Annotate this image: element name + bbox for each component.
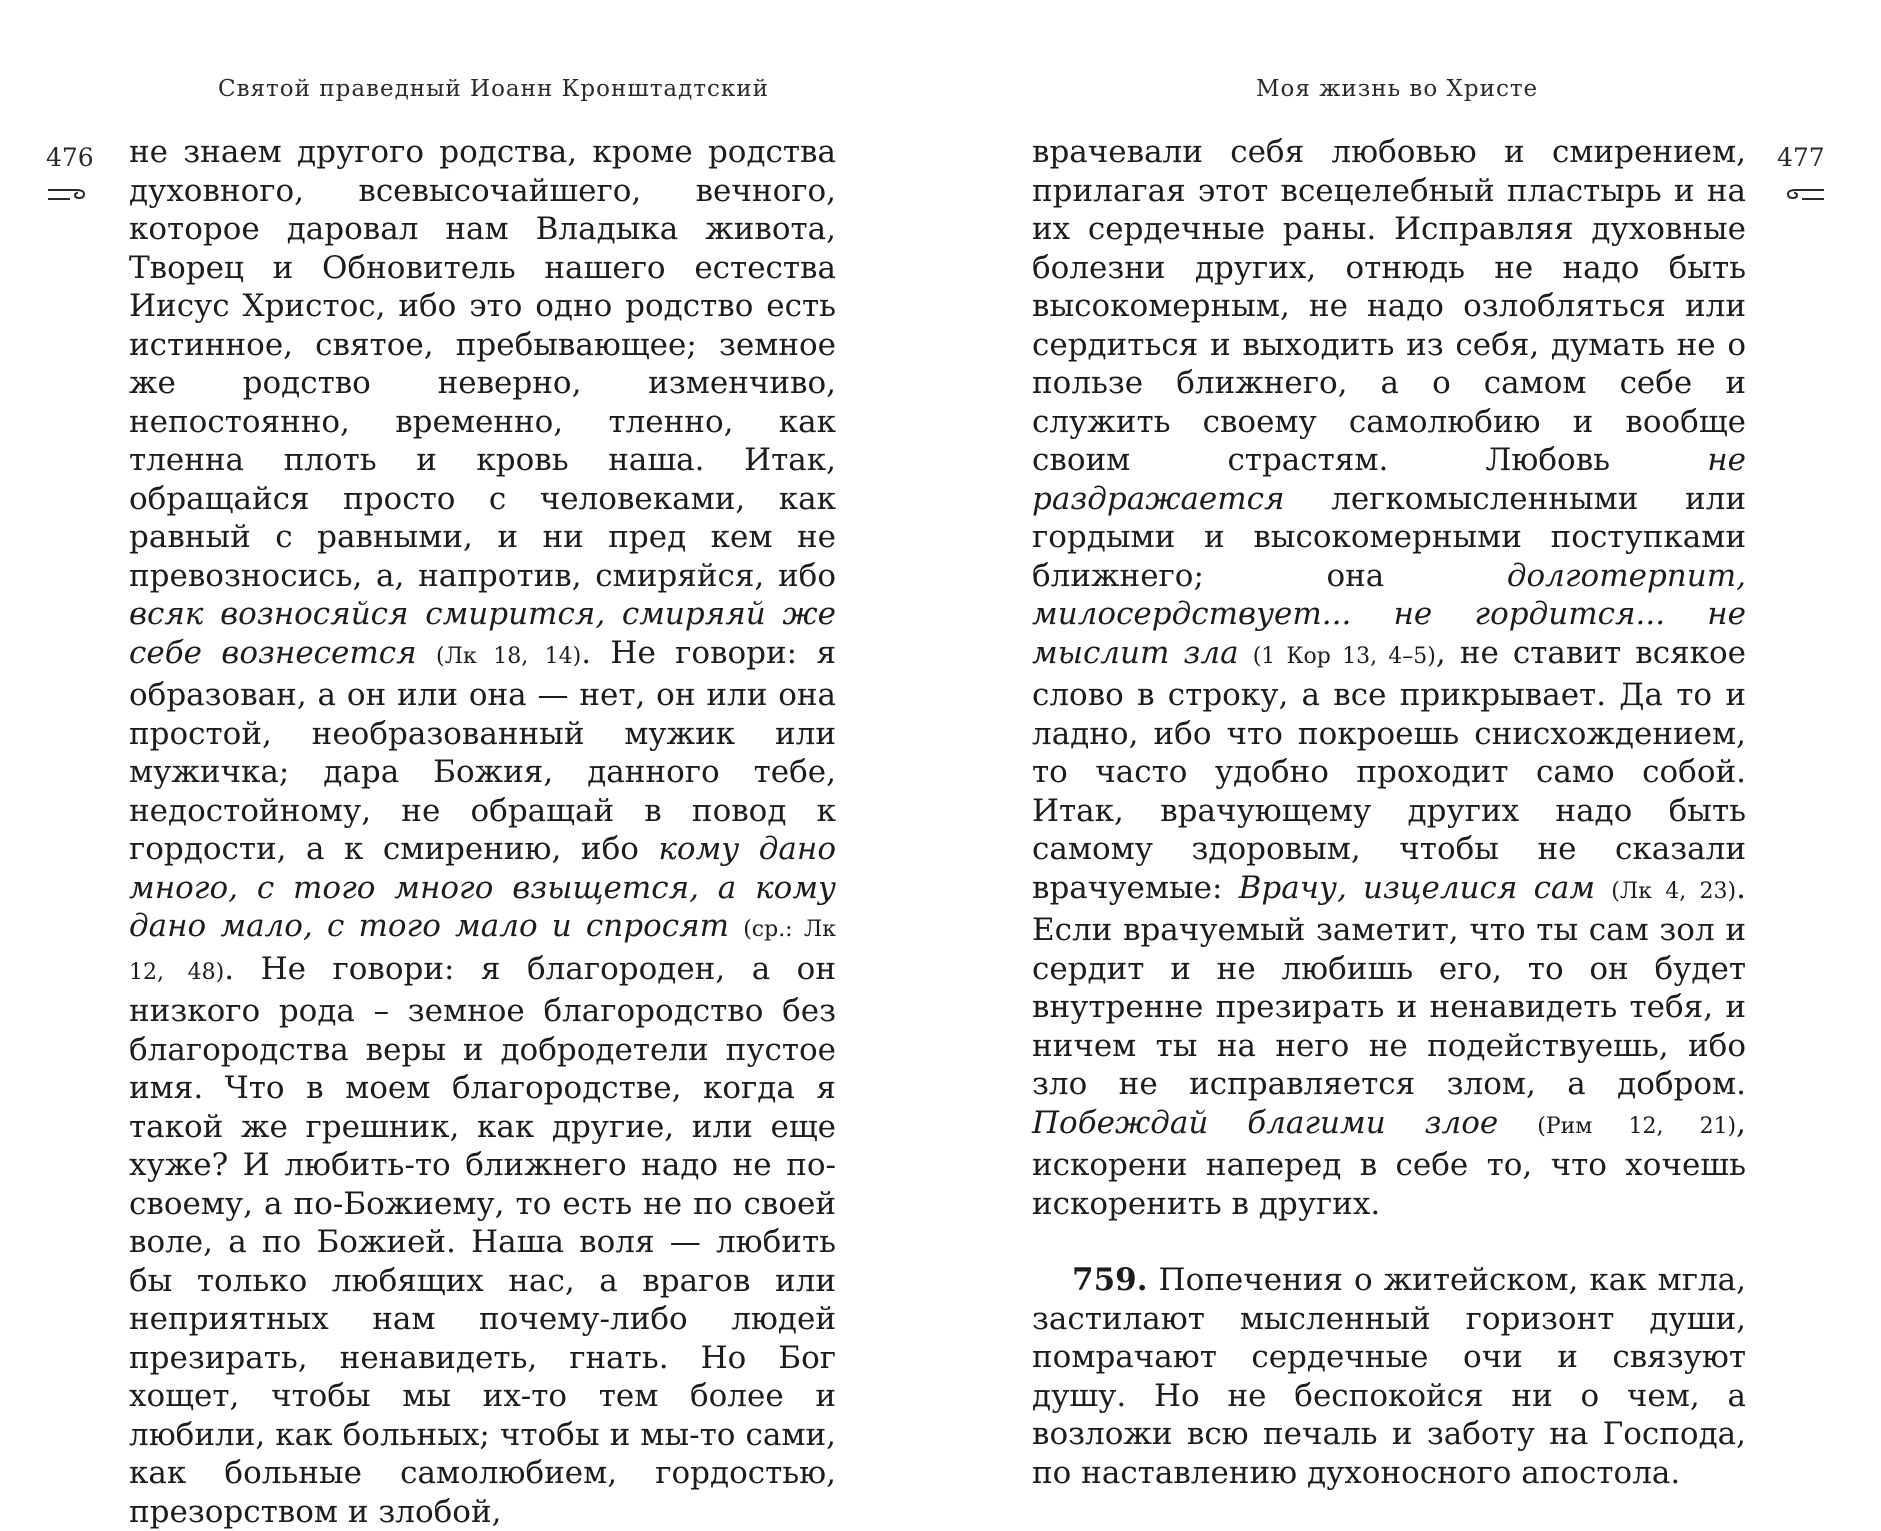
text-run: врачевали себя любовью и смирением, прилагая этот всецелебный пластырь и на их сердечные раны. Исправляя духовные болезни других, отнюдь не надо быть высокомерным, не надо озлобляться или сердиться и выходить из себя, думать не о пользе ближнего, а о самом себе и служить своему самолюбию и вообще своим страстям. Любовь xyxy=(1032,134,1746,478)
right-page xyxy=(940,0,1881,1491)
scripture-reference: (1 Кор 13, 4–5) xyxy=(1252,643,1436,669)
paragraph-number: 759. xyxy=(1072,1262,1148,1298)
scroll-ornament-icon xyxy=(46,186,92,202)
text-run: , не ставит всякое слово в строку, а все прикрывает. Да то и ладно, ибо что покроешь снисхождением, то часто удобно проходит само собой. Итак, врачующему других надо быть самому здоровым, чтобы не сказали врачуемые: xyxy=(1032,634,1747,906)
left-text-column xyxy=(129,133,836,1531)
text-run: Попечения о житейском, как мгла, застилают мысленный горизонт души, помрачают сердечные очи и связуют душу. Но не беспокойся ни о чем, а возложи всю печаль и заботу на Господа, по наставлению духоносного апостола. xyxy=(1032,1262,1746,1491)
paragraph xyxy=(129,133,836,1531)
text-run: не знаем другого родства, кроме родства духовного, всевысочайшего, вечного, которое даровал нам Владыка живота, Творец и Обновитель нашего естества Иисус Христос, ибо это одно родство есть истинное, святое, пребывающее; земное же родство неверно, изменчиво, непостоянно, временно, тленно, как тленна плоть и кровь наша. Итак, обращайся просто с человеками, как равный с равными, и ни пред кем не превозносись, а, напротив, смиряйся, ибо xyxy=(129,134,836,594)
running-head-right: Моя жизнь во Христе xyxy=(1256,76,1539,102)
scripture-reference: (ср.: Лк 12, 48) xyxy=(129,917,837,985)
text-run: , искорени наперед в себе то, что хочешь искоренить в других. xyxy=(1032,1104,1747,1222)
text-run: . Не говори: я образован, а он или она — нет, он или она простой, необразованный мужик или мужичка; дара Божия, данного тебе, недостойному, не обращай в повод к гордости, а к смирению, ибо xyxy=(129,634,836,867)
scripture-quote: не раздражается xyxy=(1032,442,1746,517)
page-number-right: 477 xyxy=(1777,143,1825,172)
running-head-left: Святой праведный Иоанн Кронштадтский xyxy=(218,76,769,102)
scripture-quote: Побеждай благими злое xyxy=(1032,1104,1499,1141)
left-page xyxy=(0,0,940,1530)
text-run: . Если врачуемый заметит, что ты сам зол и сердит и не любишь его, то он будет внутренне презирать и ненавидеть тебя, и ничем ты на него не подействуешь, ибо зло не исправляется злом, а добром. xyxy=(1032,869,1746,1102)
paragraph xyxy=(1032,133,1746,1223)
scripture-reference: (Лк 18, 14) xyxy=(436,643,582,669)
text-run: легкомысленными или гордыми и высокомерными поступками ближнего; она xyxy=(1032,480,1746,594)
scroll-ornament-icon xyxy=(1780,186,1826,202)
scripture-quote: всяк возносяйся смирится, смиряяй же себе вознесется xyxy=(129,596,836,671)
scripture-quote: кому дано много, с того много взыщется, а кому дано мало, с того мало и спросят xyxy=(129,831,836,944)
numbered-paragraph xyxy=(1032,1261,1746,1492)
text-run: . Не говори: я благороден, а он низкого рода – земное благородство без благородства веры и добродетели пустое имя. Что в моем благородстве, когда я такой же грешник, как другие, или еще хуже? И любить-то ближнего надо не по-своему, а по-Божиему, то есть не по своей воле, а по Божией. Наша воля — любить бы только любящих нас, а врагов или неприятных нам почему-либо людей презирать, ненавидеть, гнать. Но Бог хощет, чтобы мы их-то тем более и любили, как больных; чтобы и мы-то сами, как больные самолюбием, гордостью, презорством и злобой, xyxy=(129,950,836,1530)
right-text-column xyxy=(1032,133,1746,1492)
scripture-reference: (Рим 12, 21) xyxy=(1537,1113,1737,1139)
scripture-quote: долготерпит, милосердствует... не гордится... не мыслит зла xyxy=(1032,557,1746,671)
scripture-quote: Врачу, изцелися сам xyxy=(1238,869,1596,906)
scripture-reference: (Лк 4, 23) xyxy=(1611,878,1737,904)
page-number-left: 476 xyxy=(46,143,94,172)
